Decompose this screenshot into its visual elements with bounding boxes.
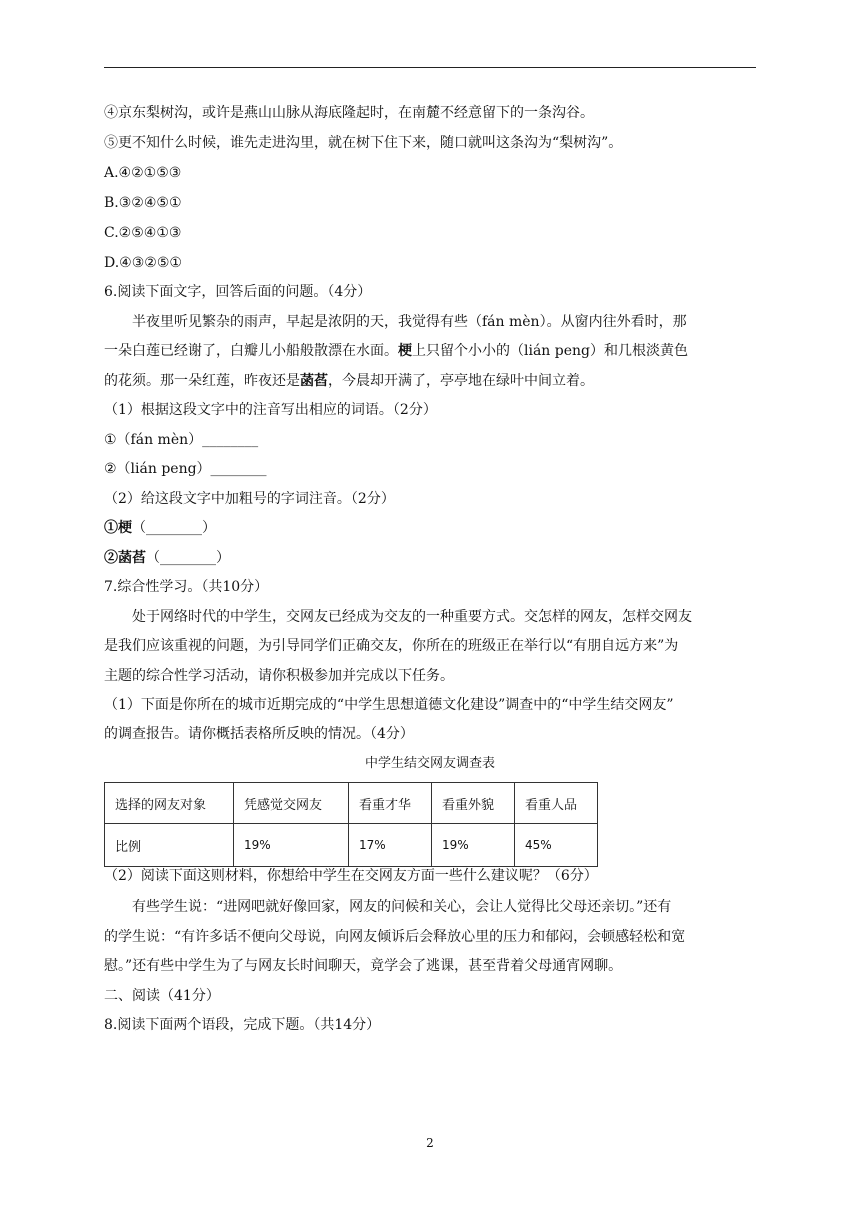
question-7-2: （2）阅读下面这则材料，你想给中学生在交网友方面一些什么建议呢？（6分）	[104, 868, 598, 884]
question-6-2: （2）给这段文字中加粗号的字词注音。（2分）	[104, 491, 395, 507]
question-6-1-a: ①（fán mèn）________	[104, 432, 259, 448]
passage-7-material-line-1: 有些学生说：“进网吧就好像回家，网友的问候和关心，会让人觉得比父母还亲切。”还有	[132, 899, 672, 915]
option-a: A.④②①⑤③	[104, 165, 182, 181]
table-cell: 看重才华	[349, 783, 432, 824]
question-7-1-line-2: 的调查报告。请你概括表格所反映的情况。（4分）	[104, 726, 414, 742]
sentence-5: ⑤更不知什么时候，谁先走进沟里，就在树下住下来，随口就叫这条沟为“梨树沟”。	[104, 135, 623, 151]
table-cell: 看重人品	[515, 783, 598, 824]
table-header-row	[105, 783, 598, 824]
table-cell: 比例	[105, 824, 234, 867]
table-cell: 19%	[432, 824, 515, 867]
passage-7-material-line-3: 慰。”还有些中学生为了与网友长时间聊天，竟学会了逃课，甚至背着父母通宵网聊。	[104, 958, 623, 974]
table-caption: 中学生结交网友调查表	[364, 756, 495, 771]
passage-7-line-3: 主题的综合性学习活动，请你积极参加并完成以下任务。	[104, 668, 454, 684]
question-7-title: 7.综合性学习。（共10分）	[104, 579, 269, 595]
question-6-1-b: ②（lián peng）________	[104, 461, 267, 477]
question-6-2-a: ①梗（________）	[104, 520, 216, 536]
table-cell: 17%	[349, 824, 432, 867]
table-cell: 看重外貌	[432, 783, 515, 824]
section-2-title: 二、阅读（41分）	[104, 988, 220, 1004]
survey-table	[104, 782, 598, 867]
passage-6-line-1: 半夜里听见繁杂的雨声，早起是浓阴的天，我觉得有些（fán mèn）。从窗内往外看时，那	[132, 314, 687, 330]
passage-6-line-3: 的花须。那一朵红莲，昨夜还是菡萏，今晨却开满了，亭亭地在绿叶中间立着。	[104, 373, 594, 389]
passage-6-line-2: 一朵白莲已经谢了，白瓣儿小船般散漂在水面。梗上只留个小小的（lián peng）和几根淡黄色	[104, 343, 688, 359]
page-number: 2	[426, 1136, 434, 1150]
question-6-title: 6.阅读下面文字，回答后面的问题。（4分）	[104, 284, 372, 300]
question-6-1: （1）根据这段文字中的注音写出相应的词语。（2分）	[104, 402, 437, 418]
table-row	[105, 824, 598, 867]
table-cell: 选择的网友对象	[105, 783, 234, 824]
passage-7-material-line-2: 的学生说：“有许多话不便向父母说，向网友倾诉后会释放心里的压力和郁闷，会顿感轻松和宽	[104, 929, 686, 945]
header-rule	[104, 67, 756, 68]
option-b: B.③②④⑤①	[104, 195, 182, 211]
table-cell: 19%	[234, 824, 349, 867]
question-7-1-line-1: （1）下面是你所在的城市近期完成的“中学生思想道德文化建设”调查中的“中学生结交网友”	[104, 697, 674, 713]
bold-word-handan: 菡萏	[300, 373, 328, 389]
option-d: D.④③②⑤①	[104, 255, 182, 271]
passage-7-line-2: 是我们应该重视的问题，为引导同学们正确交友，你所在的班级正在举行以“有朋自远方来”为	[104, 638, 679, 654]
passage-7-line-1: 处于网络时代的中学生，交网友已经成为交友的一种重要方式。交怎样的网友，怎样交网友	[132, 609, 692, 625]
bold-word-geng: 梗	[398, 343, 412, 359]
question-8-title: 8.阅读下面两个语段，完成下题。（共14分）	[104, 1017, 381, 1033]
option-c: C.②⑤④①③	[104, 225, 182, 241]
table-cell: 45%	[515, 824, 598, 867]
question-6-2-b: ②菡萏（________）	[104, 550, 230, 566]
sentence-4: ④京东梨树沟，或许是燕山山脉从海底隆起时，在南麓不经意留下的一条沟谷。	[104, 105, 594, 121]
table-cell: 凭感觉交网友	[234, 783, 349, 824]
